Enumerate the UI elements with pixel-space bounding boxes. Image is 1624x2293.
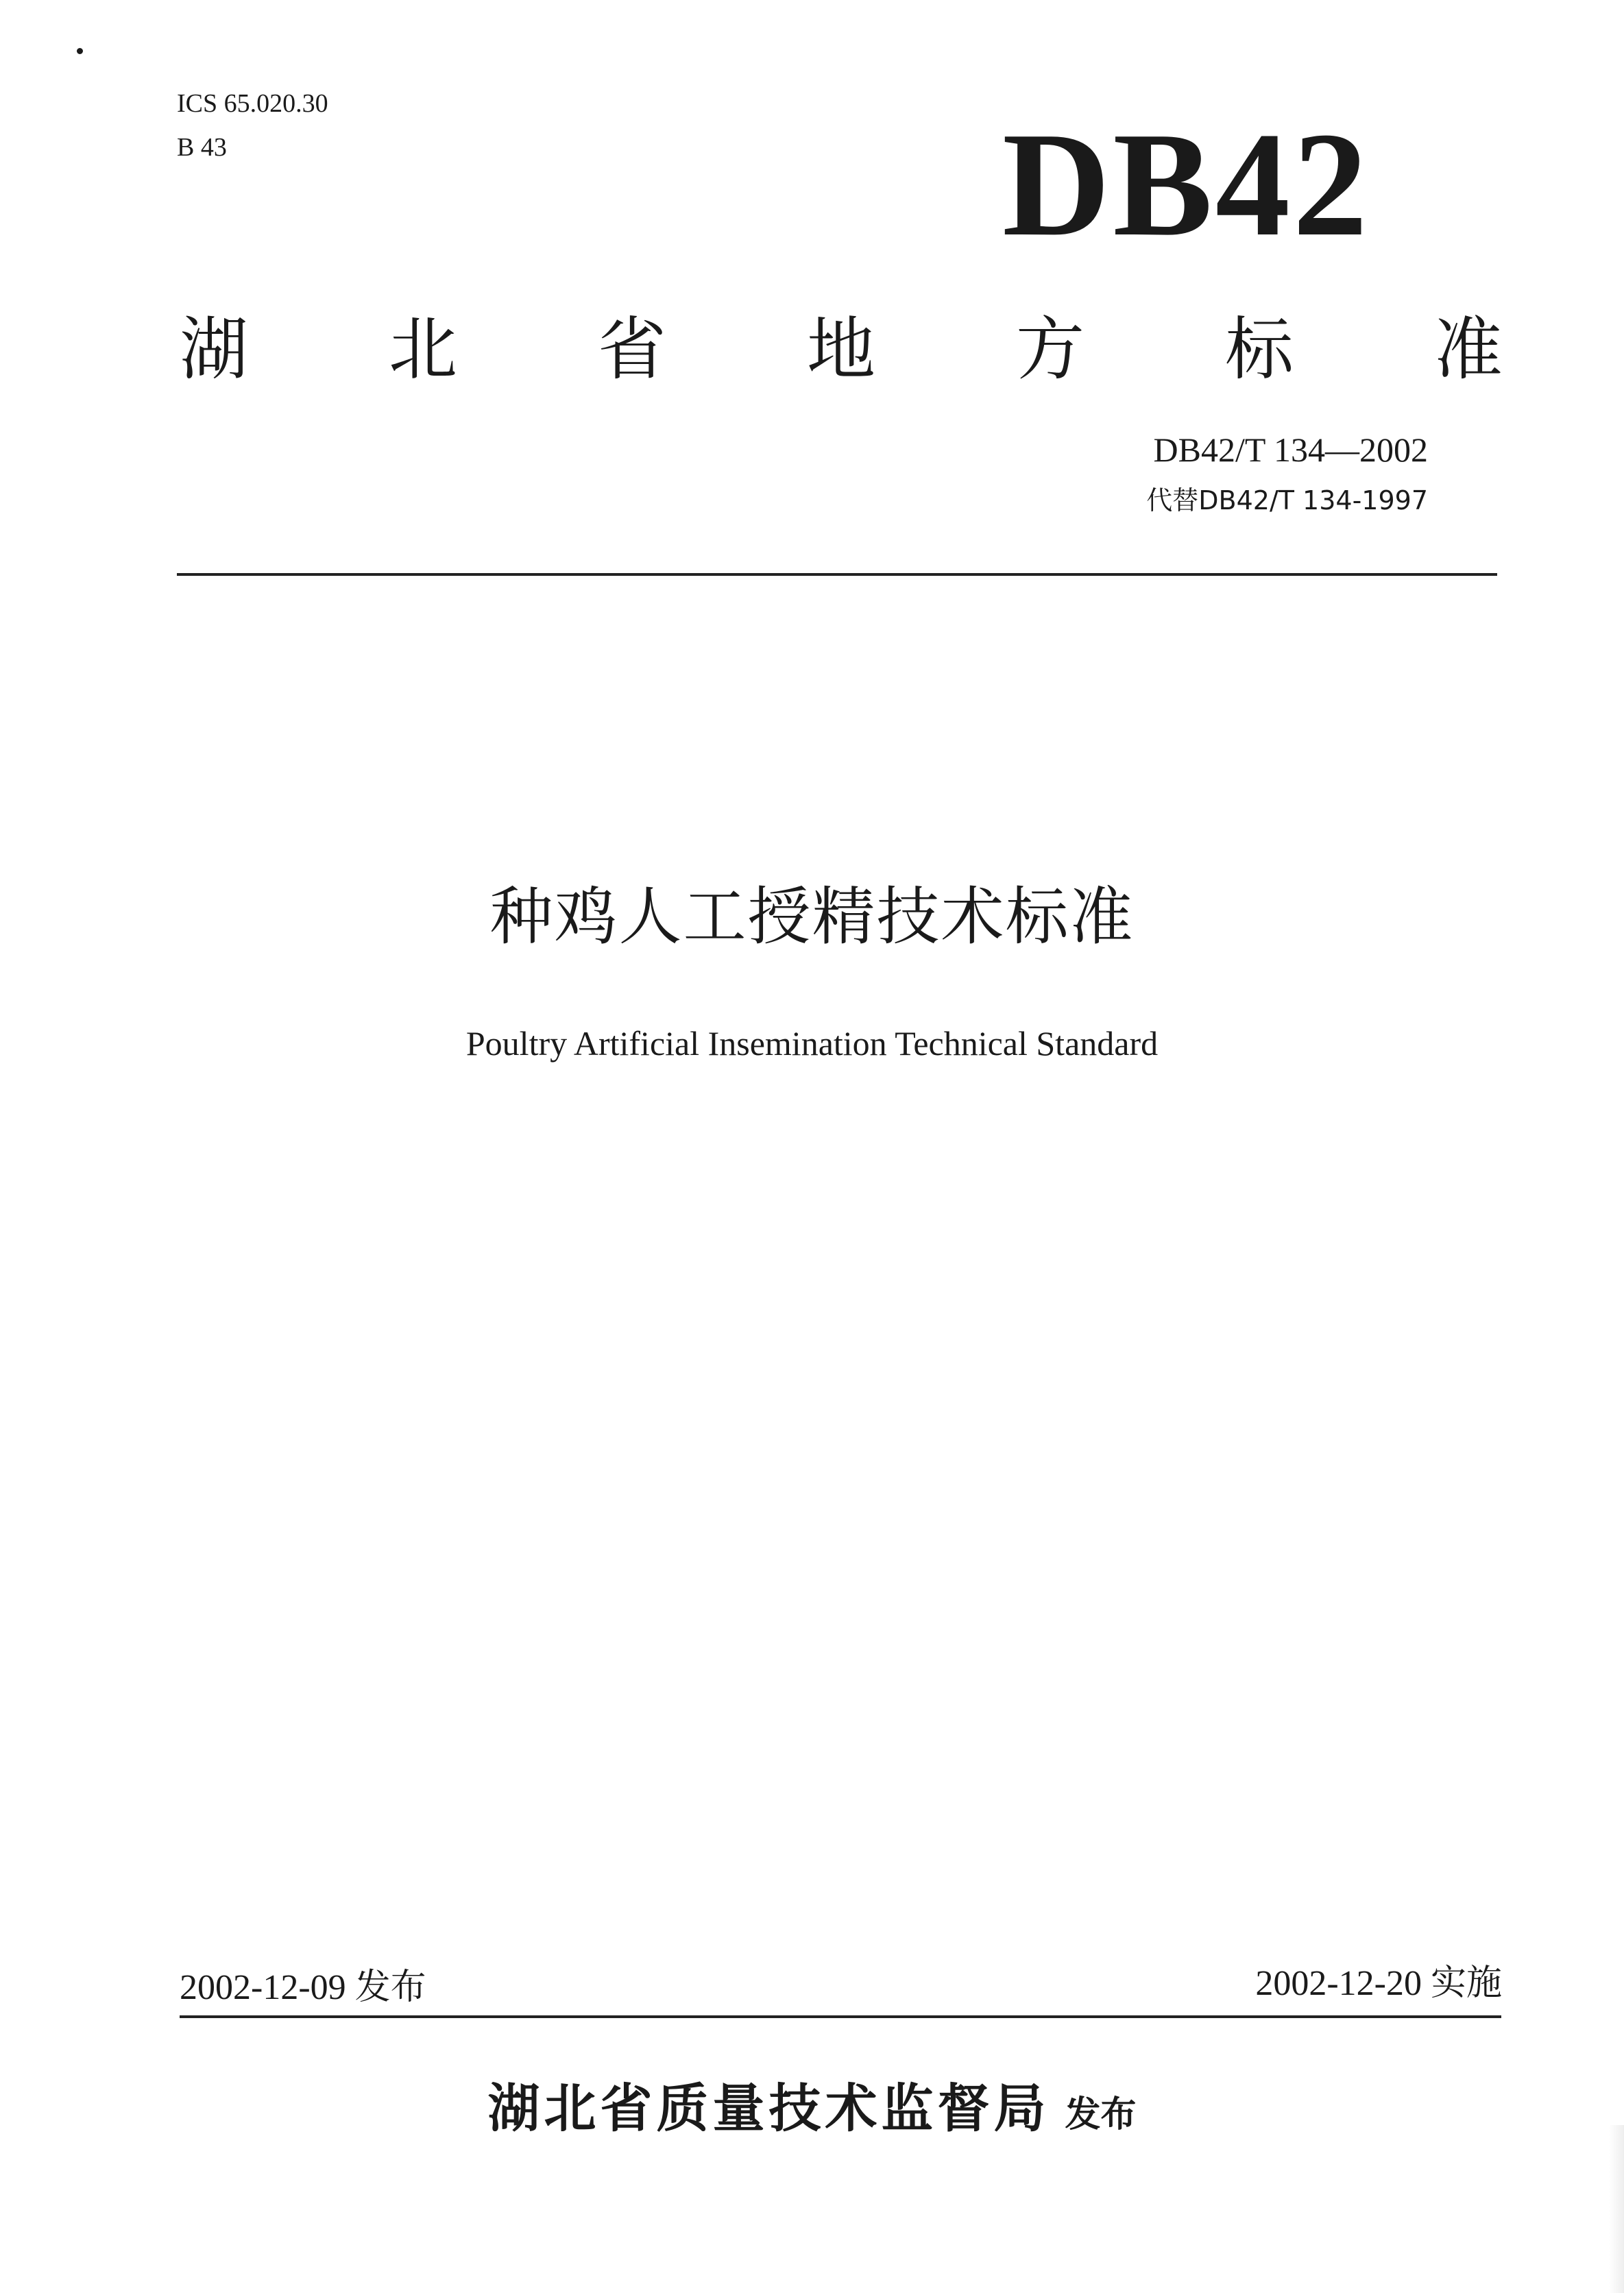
document-title: 种鸡人工授精技术标准	[489, 880, 1135, 954]
page-edge-shadow	[1609, 2125, 1624, 2293]
document-title-english: Poultry Artificial Insemination Technical Standard	[465, 1024, 1159, 1063]
issuer-action: 发布	[1065, 2094, 1137, 2135]
standard-number: DB42/T 134—2002	[1153, 430, 1428, 469]
issuer-line	[0, 2074, 1624, 2149]
db42-logo: DB42	[1002, 102, 1370, 267]
header-divider	[177, 573, 1497, 576]
issuer-organization: 湖北省质量技术监督局	[487, 2078, 1050, 2139]
ics-code: ICS 65.020.30	[177, 89, 328, 118]
footer-divider	[180, 2015, 1501, 2018]
standard-type-heading	[180, 302, 1503, 398]
scan-dot	[77, 48, 83, 54]
publish-date: 2002-12-09 发布	[180, 1968, 426, 2007]
implementation-date: 2002-12-20 实施	[1255, 1964, 1502, 2003]
standard-type-char: 地	[807, 309, 875, 389]
standard-type-char: 省	[598, 309, 666, 389]
standard-type-char: 北	[389, 309, 457, 389]
standard-type-char: 方	[1016, 309, 1084, 389]
standard-type-char: 湖	[180, 309, 248, 389]
classification-code: B 43	[177, 133, 227, 162]
replaces-standard: 代替DB42/T 134-1997	[1146, 485, 1428, 515]
standard-type-char: 标	[1225, 309, 1294, 389]
standard-type-char: 准	[1434, 309, 1503, 389]
